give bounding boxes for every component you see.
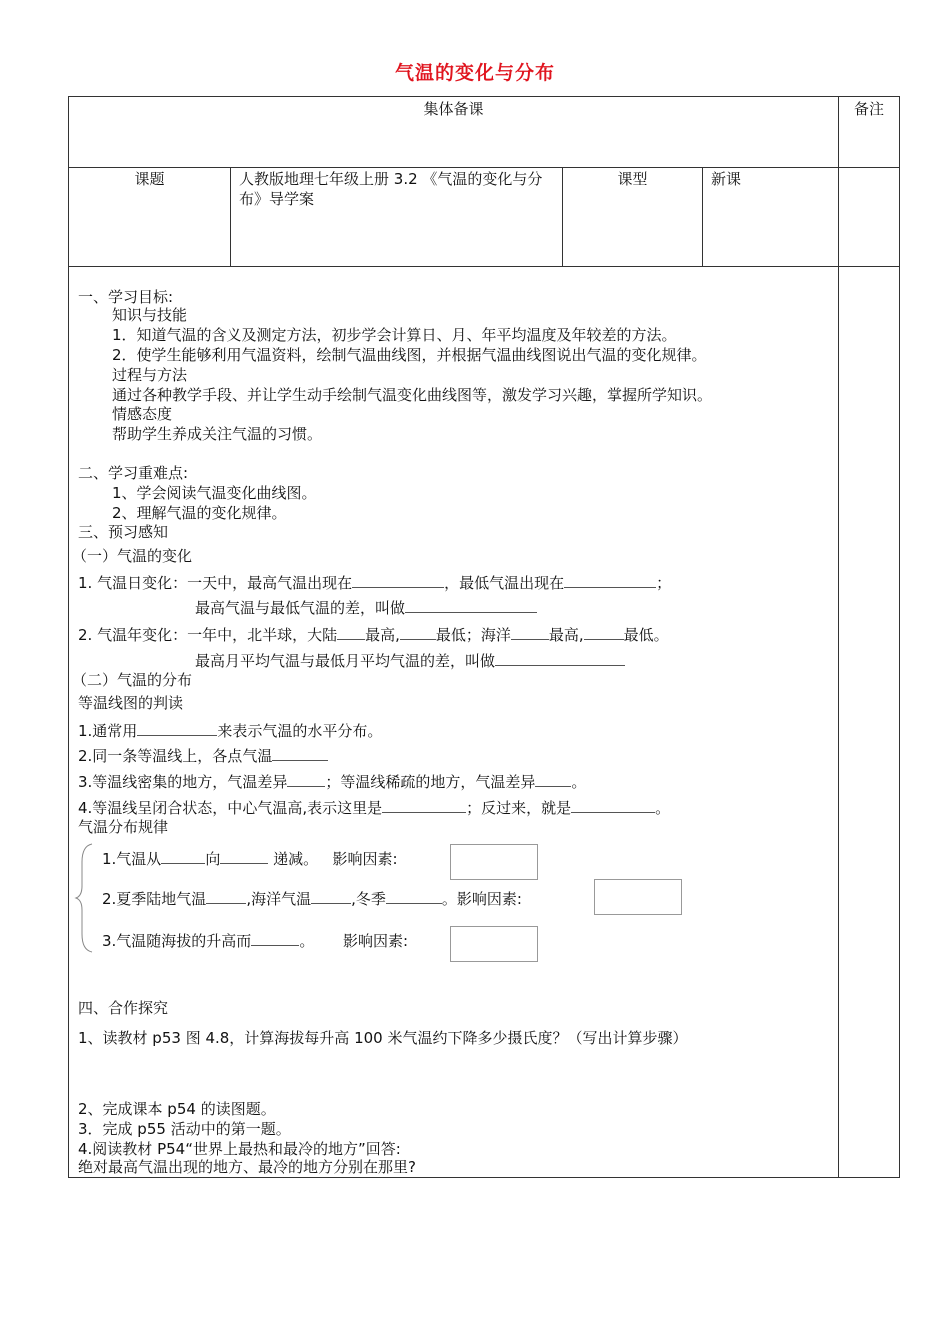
inquiry-item-4: 4.阅读教材 P54“世界上最热和最冷的地方”回答: [78,1140,401,1158]
distribution-heading: 气温分布规律 [78,818,169,836]
influence-factor-box[interactable] [594,879,682,915]
blank-field[interactable] [287,771,325,787]
isotherm-text: 3.等温线密集的地方，气温差异 [78,773,288,791]
annual-change-text: 最低；海洋 [435,626,511,644]
topic-label: 课题 [134,170,165,188]
distribution-text: ,冬季 [351,890,386,908]
annual-range-line [195,650,625,671]
daily-change-text: 1. 气温日变化：一天中，最高气温出现在 [78,574,353,592]
process-heading: 过程与方法 [112,366,188,384]
blank-field[interactable] [571,797,655,813]
row-divider [69,266,899,267]
isotherm-item-4 [78,797,670,818]
column-divider [702,167,703,266]
distribution-text: 。影响因素: [441,890,522,908]
daily-range-line [195,597,537,618]
left-brace-icon [74,842,94,954]
knowledge-heading: 知识与技能 [112,306,188,324]
isotherm-item-3 [78,771,586,792]
annual-change-text: 最高, [548,626,584,644]
key-point-item: 1、学会阅读气温变化曲线图。 [112,484,317,502]
daily-change-line [78,572,671,593]
blank-field[interactable] [161,848,205,864]
blank-field[interactable] [511,624,549,640]
isotherm-text: 来表示气温的水平分布。 [217,722,383,740]
blank-field[interactable] [564,572,656,588]
isotherm-text: 1.通常用 [78,722,138,740]
blank-field[interactable] [137,720,217,736]
knowledge-item: 1．知道气温的含义及测定方法，初步学会计算日、月、年平均温度及年较差的方法。 [112,326,677,344]
blank-field[interactable] [495,650,625,666]
daily-range-text: 最高气温与最低气温的差，叫做 [195,599,406,617]
annual-change-text: 最高, [365,626,400,644]
process-item: 通过各种教学手段、并让学生动手绘制气温变化曲线图等，激发学习兴趣，掌握所学知识。 [112,386,713,404]
blank-field[interactable] [535,771,571,787]
distribution-text: 向 [205,850,221,868]
annual-change-text: 2. 气温年变化：一年中，北半球，大陆 [78,626,338,644]
section-1-heading: 一、学习目标: [78,288,174,306]
type-label: 课型 [617,170,648,188]
influence-factor-box[interactable] [450,926,538,962]
blank-field[interactable] [400,624,436,640]
isotherm-text: ；反过来，就是 [466,799,572,817]
blank-field[interactable] [272,745,328,761]
daily-change-text: ，最低气温出现在 [444,574,565,592]
emotion-item: 帮助学生养成关注气温的习惯。 [112,425,323,443]
annual-change-line [78,624,669,645]
inquiry-item-4-question: 绝对最高气温出现的地方、最冷的地方分别在那里? [78,1158,416,1176]
section-3-heading: 三、预习感知 [78,523,169,541]
collective-header: 集体备课 [423,100,484,118]
section-4-heading: 四、合作探究 [78,999,169,1017]
type-value: 新课 [711,170,742,188]
subsection-temp-change: （一）气温的变化 [72,547,193,565]
distribution-item-3 [102,930,408,951]
knowledge-item: 2．使学生能够利用气温资料，绘制气温曲线图，并根据气温曲线图说出气温的变化规律。 [112,346,707,364]
document-title: 气温的变化与分布 [394,62,555,84]
isotherm-text: 。 [655,799,671,817]
influence-factor-box[interactable] [450,844,538,880]
distribution-text: 。 [299,932,315,950]
isotherm-text: 4.等温线呈闭合状态，中心气温高,表示这里是 [78,799,383,817]
remarks-column-divider [838,97,839,1177]
blank-field[interactable] [584,624,624,640]
blank-field[interactable] [352,572,444,588]
distribution-text: 2.夏季陆地气温 [102,890,207,908]
distribution-text: 递减。 [273,850,319,868]
row-divider [69,167,899,168]
blank-field[interactable] [251,930,299,946]
inquiry-item-2: 2、完成课本 p54 的读图题。 [78,1100,276,1118]
blank-field[interactable] [311,888,351,904]
distribution-text: 3.气温随海拔的升高而 [102,932,252,950]
subsection-temp-distribution: （二）气温的分布 [72,671,193,689]
annual-change-text: 最低。 [623,626,669,644]
inquiry-item-1: 1、读教材 p53 图 4.8，计算海拔每升高 100 米气温约下降多少摄氏度？（写出计算步骤） [78,1029,688,1047]
annual-range-text: 最高月平均气温与最低月平均气温的差，叫做 [195,652,496,670]
blank-field[interactable] [405,597,537,613]
blank-field[interactable] [337,624,365,640]
daily-change-text: ； [656,574,672,592]
key-point-item: 2、理解气温的变化规律。 [112,504,287,522]
distribution-item-1 [102,848,398,869]
isotherm-text: 。 [571,773,587,791]
column-divider [230,167,231,266]
blank-field[interactable] [386,888,442,904]
distribution-text: ,海洋气温 [246,890,312,908]
topic-value: 人教版地理七年级上册 3.2 《气温的变化与分布》导学案 [239,170,543,208]
isotherm-heading: 等温线图的判读 [78,694,184,712]
blank-field[interactable] [220,848,268,864]
inquiry-item-3: 3．完成 p55 活动中的第一题。 [78,1120,291,1138]
isotherm-item-1 [78,720,382,741]
blank-field[interactable] [206,888,246,904]
remarks-header: 备注 [853,100,884,118]
distribution-text: 影响因素: [342,932,408,950]
distribution-text: 影响因素: [332,850,398,868]
blank-field[interactable] [382,797,466,813]
distribution-text: 1.气温从 [102,850,162,868]
section-2-heading: 二、学习重难点: [78,464,189,482]
isotherm-text: 2.同一条等温线上，各点气温 [78,747,273,765]
distribution-item-2 [102,888,522,909]
isotherm-item-2 [78,745,328,766]
emotion-heading: 情感态度 [112,405,173,423]
isotherm-text: ；等温线稀疏的地方，气温差异 [325,773,536,791]
